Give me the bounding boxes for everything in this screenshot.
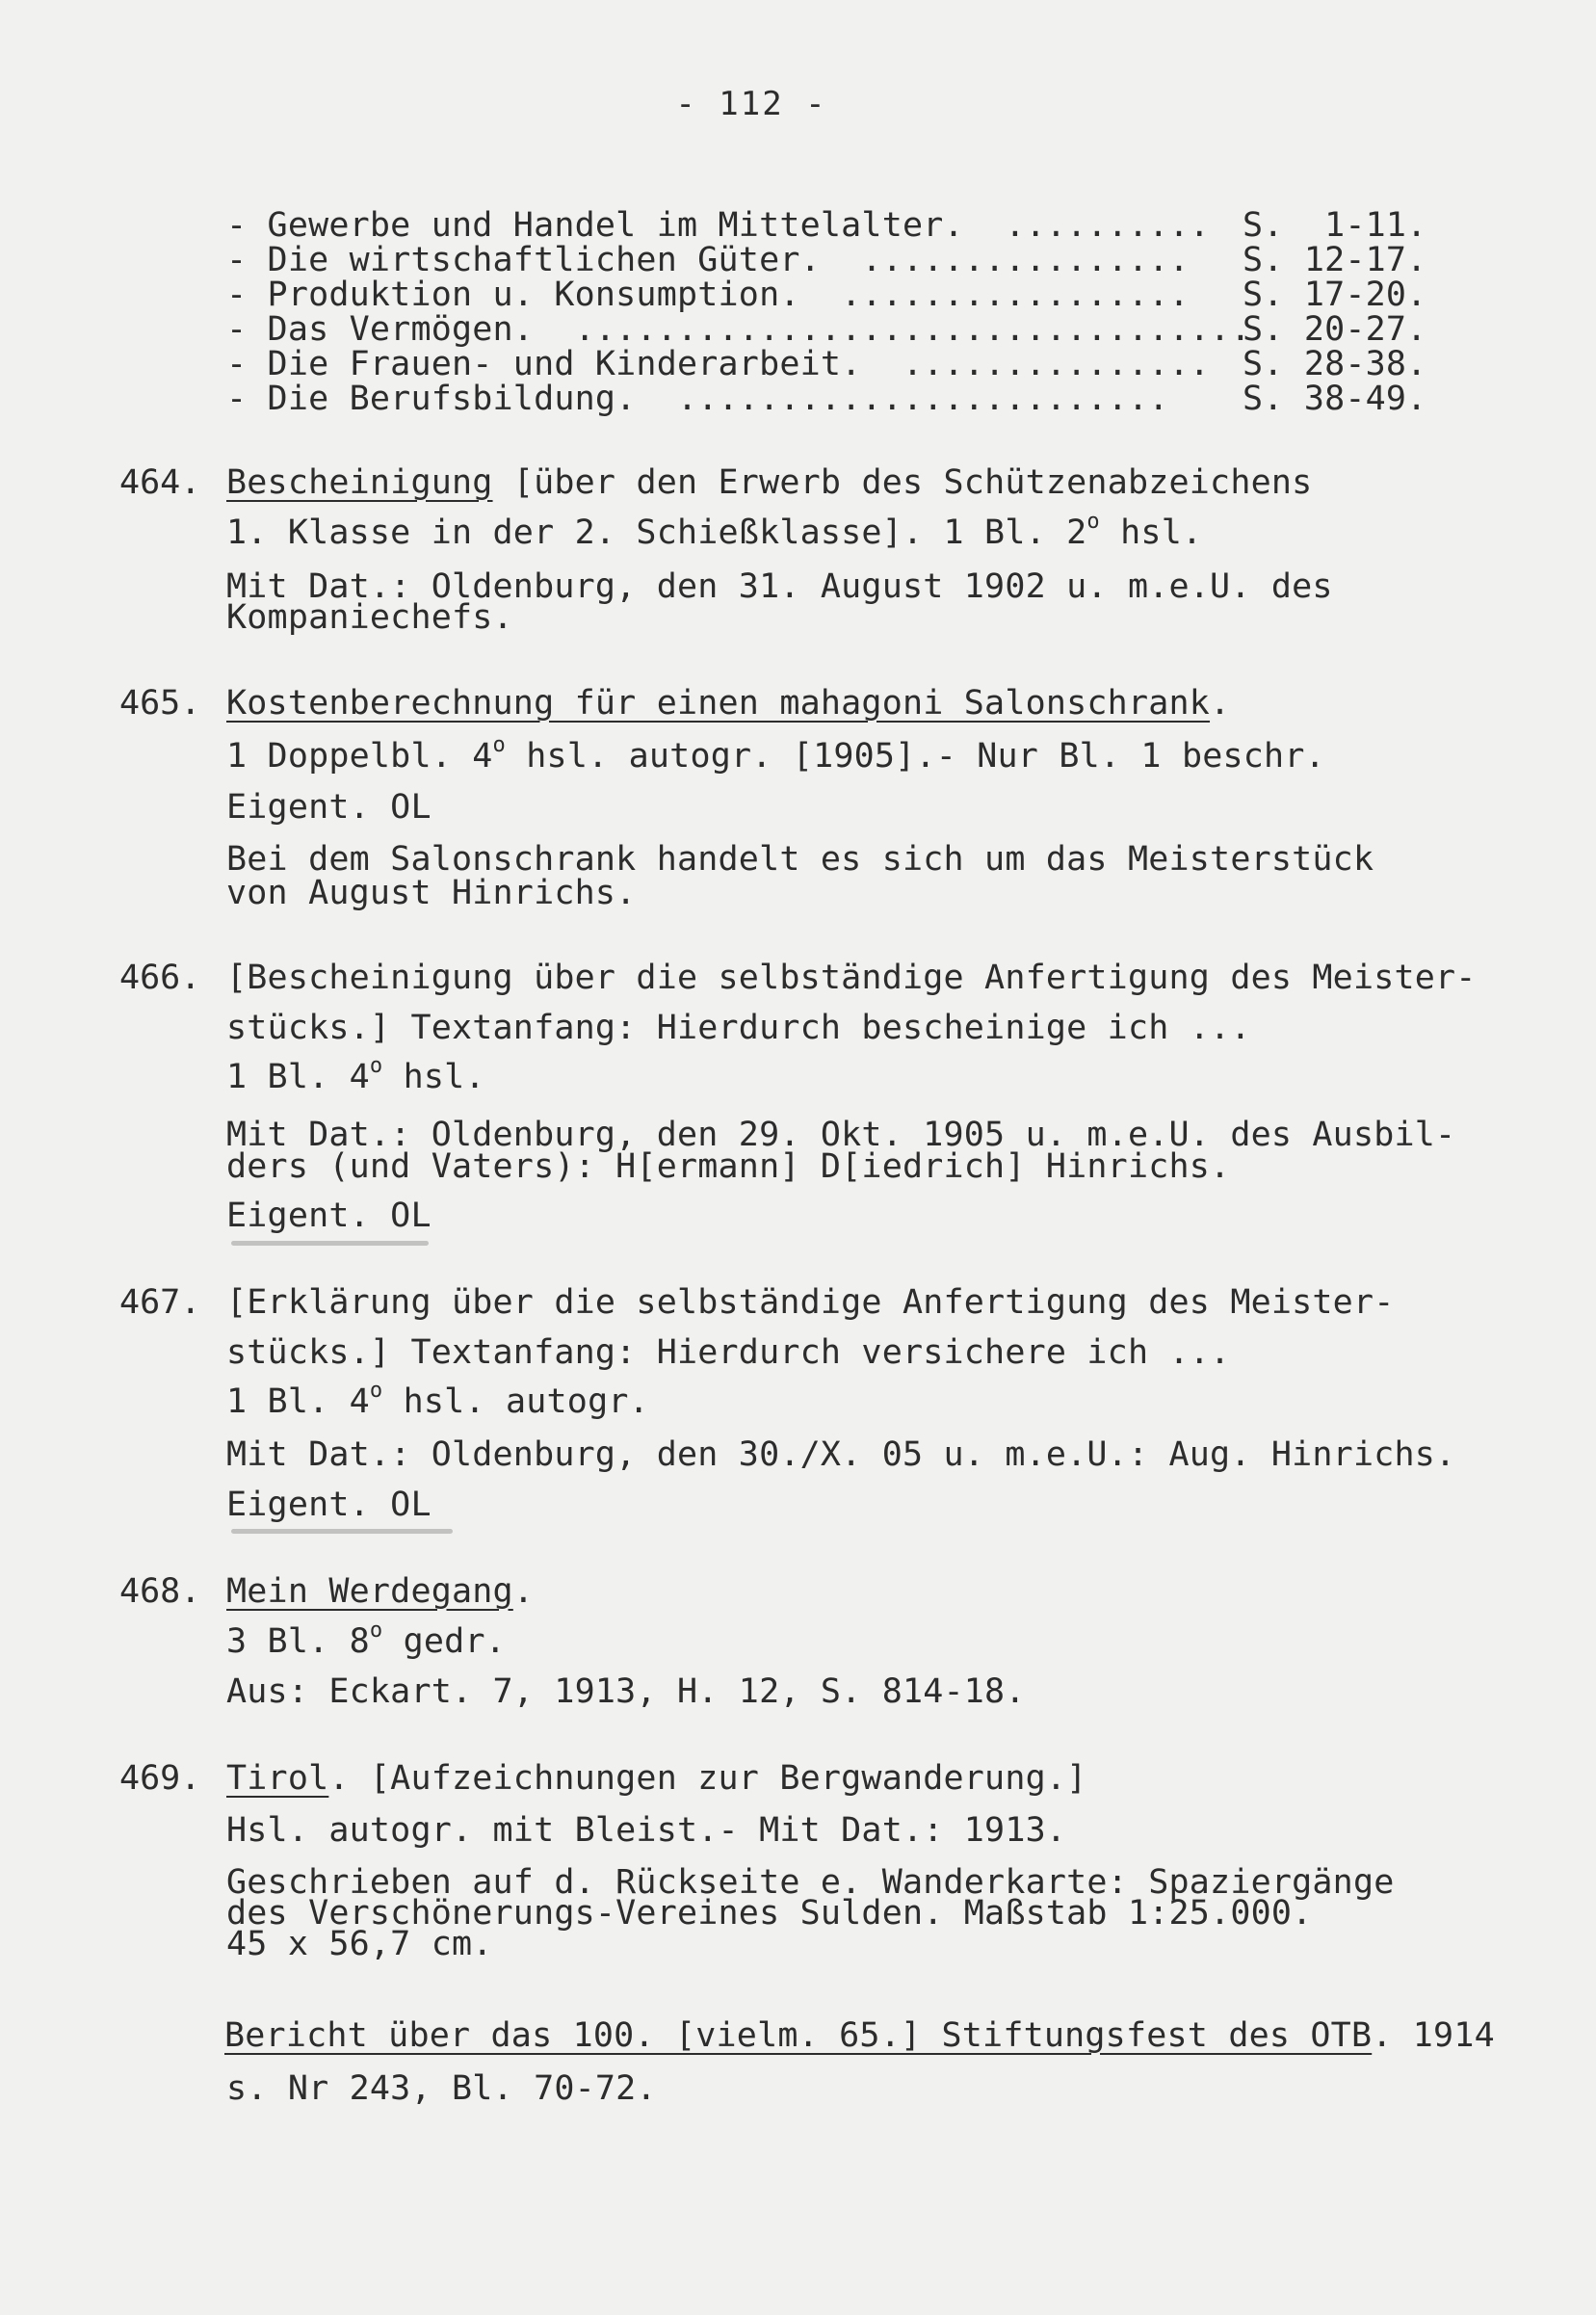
entry-number: 469. — [119, 1759, 201, 1798]
entry-title: Mein Werdegang — [226, 1572, 513, 1611]
entry-title-line: [Bescheinigung über die selbständige Anfertigung des Meister- — [226, 959, 1477, 997]
toc-page-ref: S. 38-49. — [1243, 380, 1427, 418]
entry-owner: Eigent. OL — [226, 1197, 432, 1235]
crossref-title-line: Bericht über das 100. [vielm. 65.] Stiftungsfest des OTB. 1914 — [224, 2016, 1495, 2055]
entry-format: Hsl. autogr. mit Bleist.- Mit Dat.: 1913. — [226, 1811, 1067, 1850]
toc-row: - Das Vermögen. ................................. — [226, 310, 1251, 349]
entry-owner: Eigent. OL — [226, 1486, 432, 1524]
entry-note: Aus: Eckart. 7, 1913, H. 12, S. 814-18. — [226, 1672, 1026, 1711]
entry-note: Mit Dat.: Oldenburg, den 30./X. 05 u. m.e.U.: Aug. Hinrichs. — [226, 1435, 1456, 1474]
entry-note: des Verschönerungs-Vereines Sulden. Maßstab 1:25.000. — [226, 1894, 1313, 1933]
entry-note: Geschrieben auf d. Rückseite e. Wanderkarte: Spaziergänge — [226, 1863, 1395, 1902]
entry-incipit: stücks.] Textanfang: Hierdurch versichere ich ... — [226, 1333, 1231, 1372]
page-number: - 112 - — [675, 85, 827, 123]
toc-row: - Die wirtschaftlichen Güter. ................ — [226, 241, 1190, 279]
entry-title-line: [Erklärung über die selbständige Anfertigung des Meister- — [226, 1283, 1395, 1322]
toc-page-ref: S. 1-11. — [1243, 206, 1427, 245]
entry-note: Kompaniechefs. — [226, 598, 513, 637]
entry-number: 467. — [119, 1283, 201, 1322]
entry-title-line: Kostenberechnung für einen mahagoni Salonschrank. — [226, 684, 1231, 723]
entry-number: 464. — [119, 463, 201, 502]
entry-format: 1. Klasse in der 2. Schießklasse]. 1 Bl. 2$^o$ hsl. — [226, 510, 1203, 552]
entry-title-line: Mein Werdegang. — [226, 1572, 535, 1611]
entry-note: Bei dem Salonschrank handelt es sich um das Meisterstück — [226, 840, 1374, 879]
pencil-underline — [231, 1529, 453, 1534]
entry-format: 1 Doppelbl. 4$^o$ hsl. autogr. [1905].- Nur Bl. 1 beschr. — [226, 733, 1325, 776]
toc-page-ref: S. 28-38. — [1243, 345, 1427, 383]
toc-row: - Gewerbe und Handel im Mittelalter. .......... — [226, 206, 1211, 245]
entry-number: 468. — [119, 1572, 201, 1611]
toc-row: - Die Berufsbildung. ........................ — [226, 380, 1169, 418]
entry-title: Kostenberechnung für einen mahagoni Salonschrank — [226, 684, 1211, 723]
toc-page-ref: S. 17-20. — [1243, 276, 1427, 314]
entry-owner: Eigent. OL — [226, 788, 432, 827]
toc-page-ref: S. 20-27. — [1243, 310, 1427, 349]
entry-number: 466. — [119, 959, 201, 997]
entry-incipit: stücks.] Textanfang: Hierdurch bescheinige ich ... — [226, 1009, 1251, 1047]
entry-title-line: Tirol. [Aufzeichnungen zur Bergwanderung.] — [226, 1759, 1087, 1798]
crossref-target: s. Nr 243, Bl. 70-72. — [226, 2069, 657, 2108]
entry-title: Bescheinigung — [226, 463, 493, 502]
entry-format: 3 Bl. 8$^o$ gedr. — [226, 1618, 506, 1661]
entry-note: 45 x 56,7 cm. — [226, 1925, 493, 1963]
entry-note: von August Hinrichs. — [226, 874, 637, 912]
entry-note: Mit Dat.: Oldenburg, den 29. Okt. 1905 u. m.e.U. des Ausbil- — [226, 1116, 1456, 1154]
entry-title: Tirol — [226, 1759, 329, 1798]
entry-format: 1 Bl. 4$^o$ hsl. — [226, 1054, 485, 1096]
toc-row: - Die Frauen- und Kinderarbeit. ............... — [226, 345, 1211, 383]
entry-format: 1 Bl. 4$^o$ hsl. autogr. — [226, 1379, 649, 1421]
toc-page-ref: S. 12-17. — [1243, 241, 1427, 279]
entry-number: 465. — [119, 684, 201, 723]
toc-row: - Produktion u. Konsumption. ................. — [226, 276, 1190, 314]
entry-note: Mit Dat.: Oldenburg, den 31. August 1902 u. m.e.U. des — [226, 567, 1333, 606]
crossref-title: Bericht über das 100. [vielm. 65.] Stiftungsfest des OTB — [224, 2016, 1373, 2055]
entry-title-line: Bescheinigung [über den Erwerb des Schützenabzeichens — [226, 463, 1313, 502]
pencil-underline — [231, 1241, 429, 1246]
entry-note: ders (und Vaters): H[ermann] D[iedrich] Hinrichs. — [226, 1147, 1231, 1186]
